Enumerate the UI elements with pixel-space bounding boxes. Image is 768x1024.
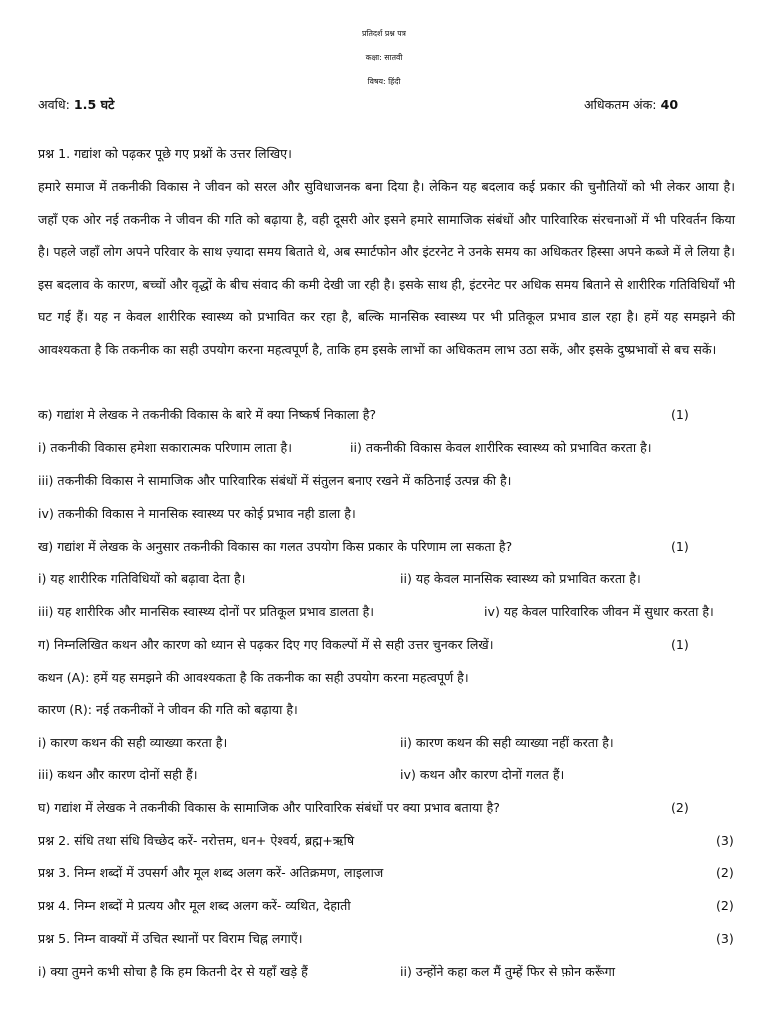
q2-marks: (3)	[716, 833, 734, 848]
q2-text: प्रश्न 2. संधि तथा संधि विच्छेद करें- नरोत्तम, धन+ ऐश्वर्य, ब्रह्म+ऋषि	[38, 833, 355, 848]
q1b-option-1: i) यह शारीरिक गतिविधियों को बढ़ावा देता है।	[38, 571, 246, 586]
q1-passage: हमारे समाज में तकनीकी विकास ने जीवन को सरल और सुविधाजनक बना दिया है। लेकिन यह बदलाव कई प्रकार की चुनौतियों को भी लेकर आया है। जहाँ एक ओर नई तकनीक ने जीवन की गति को बढ़ाया है, वही दूसरी ओर इसने हमारे सामाजिक संबंधों और पारिवारिक संरचनाओं में भी परिवर्तन किया है। पहले जहाँ लोग अपने परिवार के साथ ज़्यादा समय बिताते थे, अब स्मार्टफोन और इंटरनेट ने उनके समय का अधिकतर हिस्सा अपने कब्जे में ले लिया है। इस बदलाव के कारण, बच्चों और वृद्धों के बीच संवाद की कमी देखी जा रही है। इसके साथ ही, इंटरनेट पर अधिक समय बिताने से शारीरिक गतिविधियाँ भी घट गई हैं। यह न केवल शारीरिक स्वास्थ्य को प्रभावित कर रहा है, बल्कि मानसिक स्वास्थ्य पर भी प्रतिकूल प्रभाव डाल रहा है। हमें यह समझने की आवश्यकता है कि तकनीक का सही उपयोग करना महत्वपूर्ण है, ताकि हम इसके लाभों का अधिकतम लाभ उठा सकें, और इसके दुष्प्रभावों से बच सकें।	[38, 179, 735, 357]
q1b-text: ख) गद्यांश में लेखक के अनुसार तकनीकी विकास का गलत उपयोग किस प्रकार के परिणाम ला सकता है?	[38, 539, 513, 554]
subject-line: विषय: हिंदी	[367, 77, 401, 86]
q1c-reason: कारण (R): नई तकनीकों ने जीवन की गति को बढ़ाया है।	[38, 702, 298, 717]
max-marks-label: अधिकतम अंक:	[584, 97, 661, 112]
duration-label: अवधि:	[38, 97, 74, 112]
q3-text: प्रश्न 3. निम्न शब्दों में उपसर्ग और मूल शब्द अलग करें- अतिक्रमण, लाइलाज	[38, 865, 384, 880]
q1b-option-3: iii) यह शारीरिक और मानसिक स्वास्थ्य दोनों पर प्रतिकूल प्रभाव डालता है।	[38, 604, 375, 619]
duration-value: 1.5 घटे	[73, 97, 115, 112]
max-marks-value: 40	[660, 97, 679, 112]
duration	[38, 97, 114, 113]
q1a-option-1: i) तकनीकी विकास हमेशा सकारात्मक परिणाम लाता है।	[38, 440, 292, 455]
q1b-option-2: ii) यह केवल मानसिक स्वास्थ्य को प्रभावित करता है।	[400, 571, 641, 586]
q1b-marks: (1)	[671, 539, 689, 554]
q1a-text: क) गद्यांश मे लेखक ने तकनीकी विकास के बारे में क्या निष्कर्ष निकाला है?	[38, 407, 377, 422]
q1a-option-4: iv) तकनीकी विकास ने मानसिक स्वास्थ्य पर कोई प्रभाव नही डाला है।	[38, 506, 356, 521]
q1b-option-4: iv) यह केवल पारिवारिक जीवन में सुधार करता है।	[484, 604, 714, 619]
q1c-option-1: i) कारण कथन की सही व्याख्या करता है।	[38, 735, 228, 750]
q1-instruction: प्रश्न 1. गद्यांश को पढ़कर पूछे गए प्रश्नों के उत्तर लिखिए।	[38, 146, 292, 161]
q5-text: प्रश्न 5. निम्न वाक्यों में उचित स्थानों पर विराम चिह्न लगाएँ।	[38, 931, 303, 946]
q1c-option-2: ii) कारण कथन की सही व्याख्या नहीं करता है।	[400, 735, 614, 750]
q3-marks: (2)	[716, 865, 734, 880]
max-marks	[584, 97, 678, 113]
q1a-option-2: ii) तकनीकी विकास केवल शारीरिक स्वास्थ्य को प्रभावित करता है।	[350, 440, 652, 455]
q1c-text: ग) निम्नलिखित कथन और कारण को ध्यान से पढ़कर दिए गए विकल्पों में से सही उत्तर चुनकर लिखें।	[38, 637, 494, 652]
q4-text: प्रश्न 4. निम्न शब्दों मे प्रत्यय और मूल शब्द अलग करें- व्यथित, देहाती	[38, 898, 351, 913]
q1d-text: घ) गद्यांश में लेखक ने तकनीकी विकास के सामाजिक और पारिवारिक संबंधों पर क्या प्रभाव बताया है?	[38, 800, 500, 815]
q1c-assertion: कथन (A): हमें यह समझने की आवश्यकता है कि तकनीक का सही उपयोग करना महत्वपूर्ण है।	[38, 670, 469, 685]
q1c-marks: (1)	[671, 637, 689, 652]
q1c-option-3: iii) कथन और कारण दोनों सही हैं।	[38, 767, 198, 782]
q5-sentence-1: i) क्या तुमने कभी सोचा है कि हम कितनी देर से यहाँ खड़े हैं	[38, 964, 308, 979]
q4-marks: (2)	[716, 898, 734, 913]
q1d-marks: (2)	[671, 800, 689, 815]
q5-sentence-2: ii) उन्होंने कहा कल मैं तुम्हें फिर से फ़ोन करूँगा	[400, 964, 615, 979]
q5-marks: (3)	[716, 931, 734, 946]
q1a-option-3: iii) तकनीकी विकास ने सामाजिक और पारिवारिक संबंधों में संतुलन बनाए रखने में कठिनाई उत्पन्न की है।	[38, 473, 512, 488]
paper-title: प्रतिदर्श प्रश्न पत्र	[362, 29, 406, 38]
q1a-marks: (1)	[671, 407, 689, 422]
class-line: कक्षा: सातवी	[365, 53, 403, 62]
q1c-option-4: iv) कथन और कारण दोनों गलत हैं।	[400, 767, 565, 782]
